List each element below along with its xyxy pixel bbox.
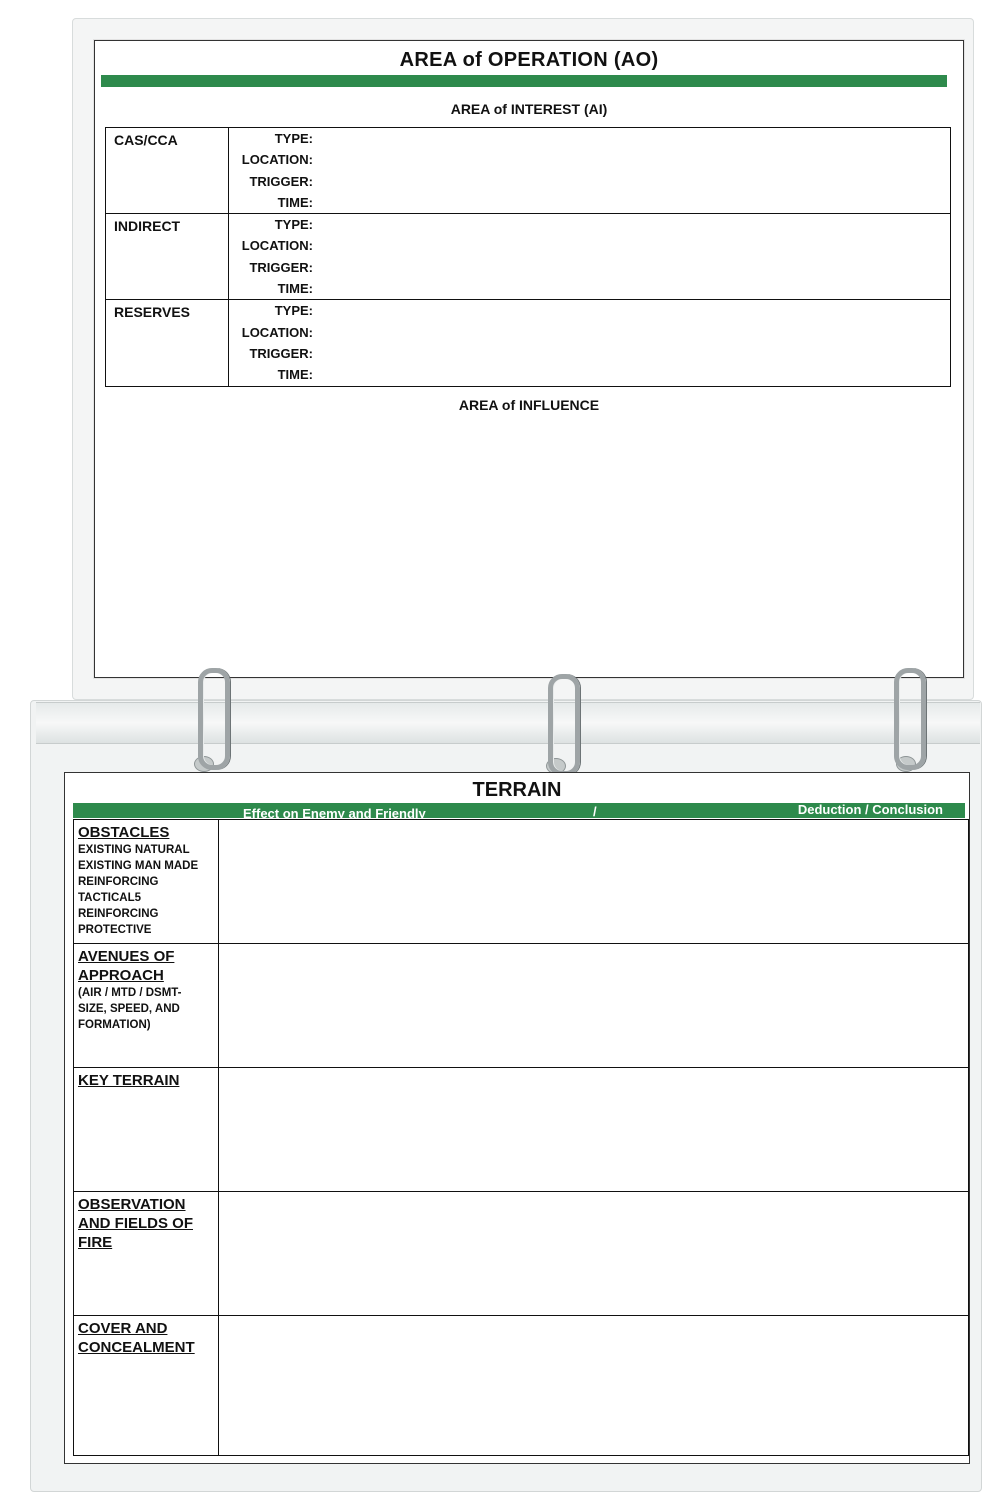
write-in-cell[interactable] [219, 820, 969, 944]
section-title: AREA of INTEREST (AI) [450, 101, 608, 117]
green-header-bar [73, 802, 965, 821]
terrain-page [64, 772, 970, 1464]
write-in-cell[interactable] [219, 944, 969, 1068]
field-label: LOCATION: [241, 324, 313, 340]
table-row [106, 300, 951, 386]
column-header-deduction: Deduction / Conclusion [797, 802, 943, 817]
table-row [106, 128, 951, 214]
fields-cell[interactable] [229, 214, 951, 300]
table-row [74, 944, 969, 1068]
write-in-cell[interactable] [219, 1192, 969, 1316]
table-row [74, 1316, 969, 1456]
row-label-cell [74, 820, 219, 944]
binder-ring-icon[interactable] [198, 668, 230, 770]
row-label: INDIRECT [106, 214, 229, 300]
field-label: TYPE: [274, 217, 313, 233]
section-title: AREA of INFLUENCE [458, 397, 600, 413]
row-label-cell [74, 944, 219, 1068]
area-of-operation-page [94, 40, 964, 678]
table-row [74, 1192, 969, 1316]
table-row [106, 214, 951, 300]
column-header-separator: / [593, 804, 597, 819]
row-label: CAS/CCA [106, 128, 229, 214]
page-title: AREA of OPERATION (AO) [399, 49, 659, 71]
row-heading: COVER AND CONCEALMENT [78, 1320, 195, 1356]
field-label: TRIGGER: [249, 259, 313, 275]
row-subitem: REINFORCING PROTECTIVE [78, 908, 159, 936]
field-label: TIME: [277, 281, 313, 297]
row-heading: KEY TERRAIN [78, 1072, 180, 1089]
table-row [74, 820, 969, 944]
terrain-table [73, 819, 969, 1456]
row-heading: AVENUES OF APPROACH [78, 948, 175, 984]
fields-cell[interactable] [229, 300, 951, 386]
page-title: TERRAIN [472, 779, 562, 801]
row-heading: OBSERVATION AND FIELDS OF FIRE [78, 1196, 193, 1251]
binder-ring-icon[interactable] [548, 674, 580, 776]
field-label: TRIGGER: [249, 345, 313, 361]
row-heading: OBSTACLES [78, 824, 170, 841]
field-label: LOCATION: [241, 152, 313, 168]
binder-plastic-strip [36, 702, 980, 744]
row-label: RESERVES [106, 300, 229, 386]
column-header-effect: Effect on Enemy and Friendly [243, 806, 426, 821]
field-label: TIME: [277, 367, 313, 383]
write-in-cell[interactable] [219, 1316, 969, 1456]
row-label-cell [74, 1316, 219, 1456]
field-label: TYPE: [274, 303, 313, 319]
field-label: LOCATION: [241, 238, 313, 254]
green-header-bar [101, 75, 947, 87]
row-label-cell [74, 1068, 219, 1192]
row-subitem: REINFORCING TACTICAL5 [78, 876, 159, 904]
row-subitem: EXISTING NATURAL [78, 844, 190, 856]
binder-ring-icon[interactable] [894, 668, 926, 770]
row-subitem: EXISTING MAN MADE [78, 860, 199, 872]
table-row [74, 1068, 969, 1192]
field-label: TRIGGER: [249, 173, 313, 189]
field-label: TIME: [277, 194, 313, 210]
area-of-interest-table [105, 127, 951, 387]
row-subitem: (AIR / MTD / DSMT- SIZE, SPEED, AND FORMATION) [78, 987, 182, 1031]
row-label-cell [74, 1192, 219, 1316]
fields-cell[interactable] [229, 128, 951, 214]
field-label: TYPE: [274, 131, 313, 146]
write-in-cell[interactable] [219, 1068, 969, 1192]
